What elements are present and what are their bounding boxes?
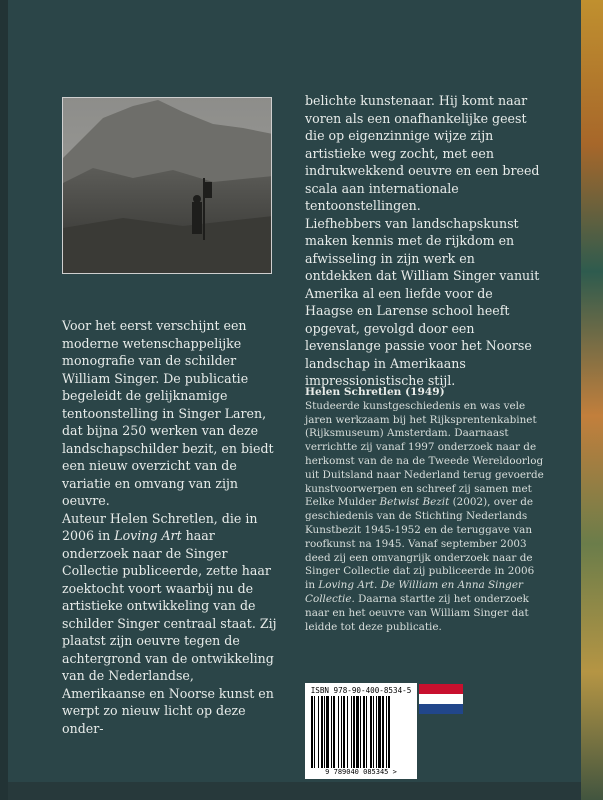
- flag-red-stripe: [419, 684, 463, 694]
- book-title-loving-art: Loving Art: [114, 528, 182, 543]
- barcode-bar: [338, 696, 339, 768]
- barcode-bar: [314, 696, 315, 768]
- barcode-bar: [376, 696, 377, 768]
- barcode-bar: [373, 696, 374, 768]
- barcode-bar: [331, 696, 332, 768]
- description-right-column: [305, 92, 541, 390]
- barcode-bar: [311, 696, 313, 768]
- landscape-paragraph: Liefhebbers van landschapskunst maken kennis met de rijkdom en afwisseling in zijn werk en ontdekken dat William Singer vanuit Amerika al een liefde voor de Haagse en Larense school heeft opgevat, gevolgd door een levenslange passie voor het Noorse landschap in Amerikaans impressionistische stijl.: [305, 215, 540, 388]
- barcode-bar: [382, 696, 384, 768]
- author-paragraph: Auteur Helen Schretlen, die in 2006 in Loving Art haar onderzoek naar de Singer Collectie publiceerde, zette haar zoektocht voort waarbij nu de artistieke ontwikkeling van de schilder Singer centraal staat. Zij plaatst zijn oeuvre tegen de achtergrond van de ontwikkeling van de Nederlandse, Amerikaanse en Noorse kunst en werpt zo nieuw licht op deze onder-: [62, 510, 277, 736]
- barcode-bar: [378, 696, 381, 768]
- description-left-column: [62, 317, 280, 737]
- barcode-bar: [370, 696, 372, 768]
- barcode-bars: [309, 696, 413, 768]
- photo-image: [63, 98, 272, 274]
- barcode-bar: [366, 696, 367, 768]
- barcode-bar: [351, 696, 352, 768]
- intro-paragraph: Voor het eerst verschijnt een moderne wetenschappelijke monografie van de schilder William Singer. De publicatie begeleidt de gelijknamige tentoonstelling in Singer Laren, dat bijna 250 werken van deze landschapschilder bezit, en biedt een nieuw overzicht van de variatie en omvang van zijn oeuvre.: [62, 318, 274, 508]
- barcode-bar: [341, 696, 342, 768]
- barcode-bar: [321, 696, 323, 768]
- flag-blue-stripe: [419, 704, 463, 714]
- barcode-bar: [353, 696, 355, 768]
- barcode-bar: [363, 696, 365, 768]
- barcode-bar: [386, 696, 387, 768]
- author-bio-text: Studeerde kunstgeschiedenis en was vele jaren werkzaam bij het Rijksprentenkabinet (Rijksmuseum) Amsterdam. Daarnaast verrichtte zij vanaf 1997 onderzoek naar de herkomst van de na de Tweede Wereldoorlog uit Duitsland naar Nederland terug gevoerde kunstvoorwerpen en schreef zij samen met Eelke Mulder Betwist Bezit (2002), over de geschiedenis van de Stichting Nederlands Kunstbezit 1945-1952 en de teruggave van roofkunst na 1945. Vanaf september 2003 deed zij een omvangrijk onderzoek naar de Singer Collectie dat zij publiceerde in 2006 in Loving Art. De William en Anna Singer Collectie. Daarna startte zij het onderzoek naar en het oeuvre van William Singer dat leidde tot deze publicatie.: [305, 399, 544, 633]
- barcode-bar: [333, 696, 335, 768]
- isbn-barcode: [305, 683, 417, 779]
- barcode-bar: [324, 696, 325, 768]
- barcode-bar: [388, 696, 390, 768]
- spine-strip: [0, 0, 8, 800]
- dutch-flag: [419, 684, 463, 714]
- flag-white-stripe: [419, 694, 463, 704]
- barcode-bar: [318, 696, 319, 768]
- barcode-bar: [343, 696, 345, 768]
- cover-bottom-edge: [8, 782, 581, 800]
- cover-painting-edge: [581, 0, 603, 800]
- landscape-photo: [62, 97, 272, 274]
- barcode-bar: [347, 696, 348, 768]
- author-name: Helen Schretlen (1949): [305, 386, 445, 398]
- barcode-digits: 9 789040 085345 >: [325, 768, 397, 776]
- barcode-bar: [360, 696, 361, 768]
- isbn-number: ISBN 978-90-400-8534-5: [310, 686, 412, 695]
- continued-paragraph: belichte kunstenaar. Hij komt naar voren als een onafhankelijke geest die op eigenzinnige wijze zijn artistieke weg zocht, met een indrukwekkend oeuvre en een breed scala aan internationale tentoonstellingen.: [305, 93, 540, 213]
- barcode-bar: [326, 696, 329, 768]
- barcode-bar: [356, 696, 359, 768]
- author-bio: [305, 386, 545, 634]
